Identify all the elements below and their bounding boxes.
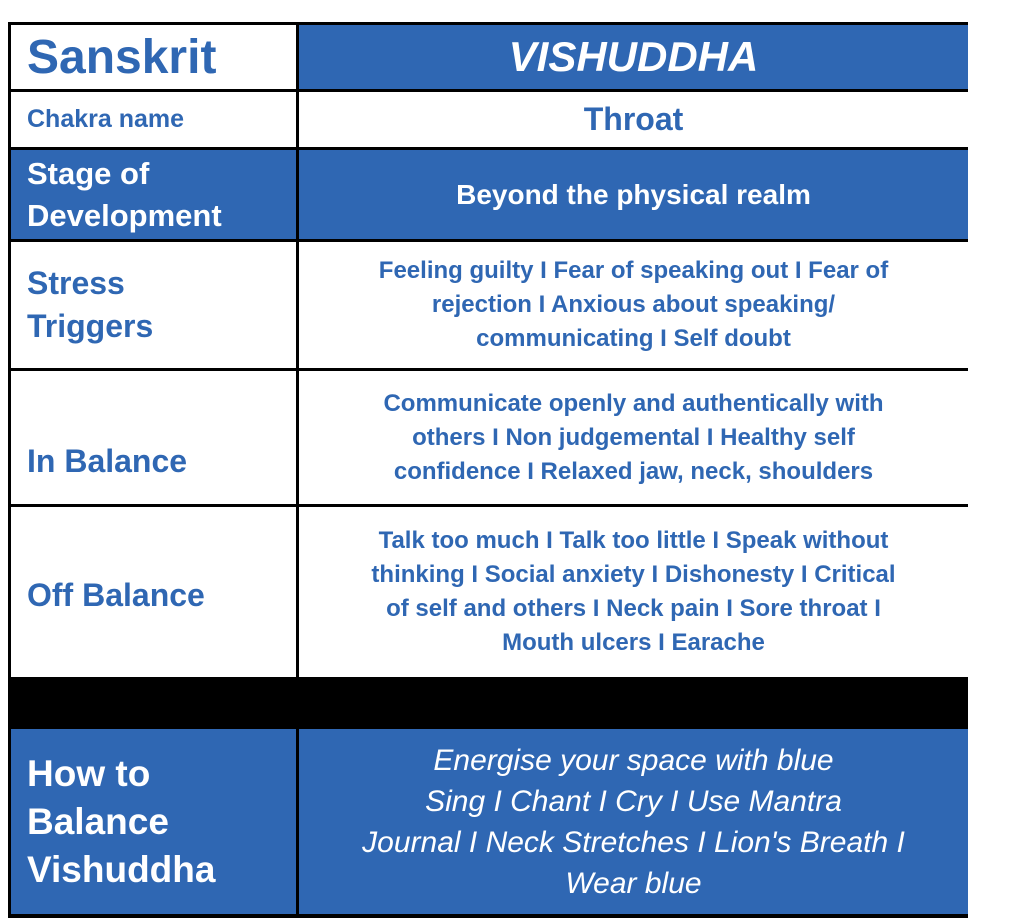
label-line: Stage of xyxy=(27,155,150,191)
row-value-text xyxy=(371,524,895,660)
row-value-sanskrit xyxy=(299,25,968,89)
label-line: How to xyxy=(27,752,151,794)
value-line: communicating I Self doubt xyxy=(476,325,791,352)
row-label-sanskrit xyxy=(11,25,296,89)
row-value-text: Beyond the physical realm xyxy=(456,178,811,210)
row-label-text: Chakra name xyxy=(27,105,185,133)
row-value-text: VISHUDDHA xyxy=(508,33,759,80)
value-line: rejection I Anxious about speaking/ xyxy=(431,291,836,318)
value-line: Communicate openly and authentically with xyxy=(383,389,884,417)
value-line: Feeling guilty I Fear of speaking out I Fear of xyxy=(378,257,889,284)
row-value-text: Throat xyxy=(583,101,684,137)
value-line: confidence I Relaxed jaw, neck, shoulders xyxy=(393,457,874,485)
row-label-stage-of-development xyxy=(11,150,296,239)
row-label-text xyxy=(27,750,215,894)
row-label-how-to-balance xyxy=(11,729,296,914)
label-line: Stress xyxy=(27,265,125,301)
value-line: Journal I Neck Stretches I Lion's Breath I xyxy=(362,825,905,859)
separator-band xyxy=(11,680,968,726)
label-line: Vishuddha xyxy=(27,848,216,890)
label-line: Balance xyxy=(27,800,169,842)
label-line: Development xyxy=(27,197,222,233)
row-value-chakra-name xyxy=(299,92,968,147)
value-line: Wear blue xyxy=(565,866,702,900)
chakra-table xyxy=(8,22,968,918)
row-label-text: Off Balance xyxy=(27,576,205,613)
row-label-text: Sanskrit xyxy=(27,30,217,84)
row-label-chakra-name xyxy=(11,92,296,147)
value-line: thinking I Social anxiety I Dishonesty I Critical xyxy=(371,561,896,588)
row-value-how-to-balance xyxy=(299,729,968,914)
value-line: others I Non judgemental I Healthy self xyxy=(412,423,855,451)
row-value-off-balance xyxy=(299,507,968,677)
row-label-stress-triggers xyxy=(11,242,296,368)
value-line: of self and others I Neck pain I Sore throat I xyxy=(386,595,881,622)
row-value-stage-of-development xyxy=(299,150,968,239)
row-value-stress-triggers xyxy=(299,242,968,368)
row-value-in-balance xyxy=(299,371,968,504)
row-label-text xyxy=(27,262,153,348)
label-line: Triggers xyxy=(27,308,154,344)
value-line: Energise your space with blue xyxy=(433,743,834,777)
row-label-off-balance xyxy=(11,507,296,677)
row-value-text xyxy=(383,387,883,489)
row-label-text: In Balance xyxy=(27,443,188,479)
row-label-text xyxy=(27,153,222,237)
value-line: Talk too much I Talk too little I Speak without xyxy=(378,527,889,554)
row-value-text xyxy=(379,254,888,356)
value-line: Mouth ulcers I Earache xyxy=(502,629,765,656)
row-label-in-balance xyxy=(11,371,296,504)
value-line: Sing I Chant I Cry I Use Mantra xyxy=(425,784,842,818)
row-value-text xyxy=(362,740,905,904)
